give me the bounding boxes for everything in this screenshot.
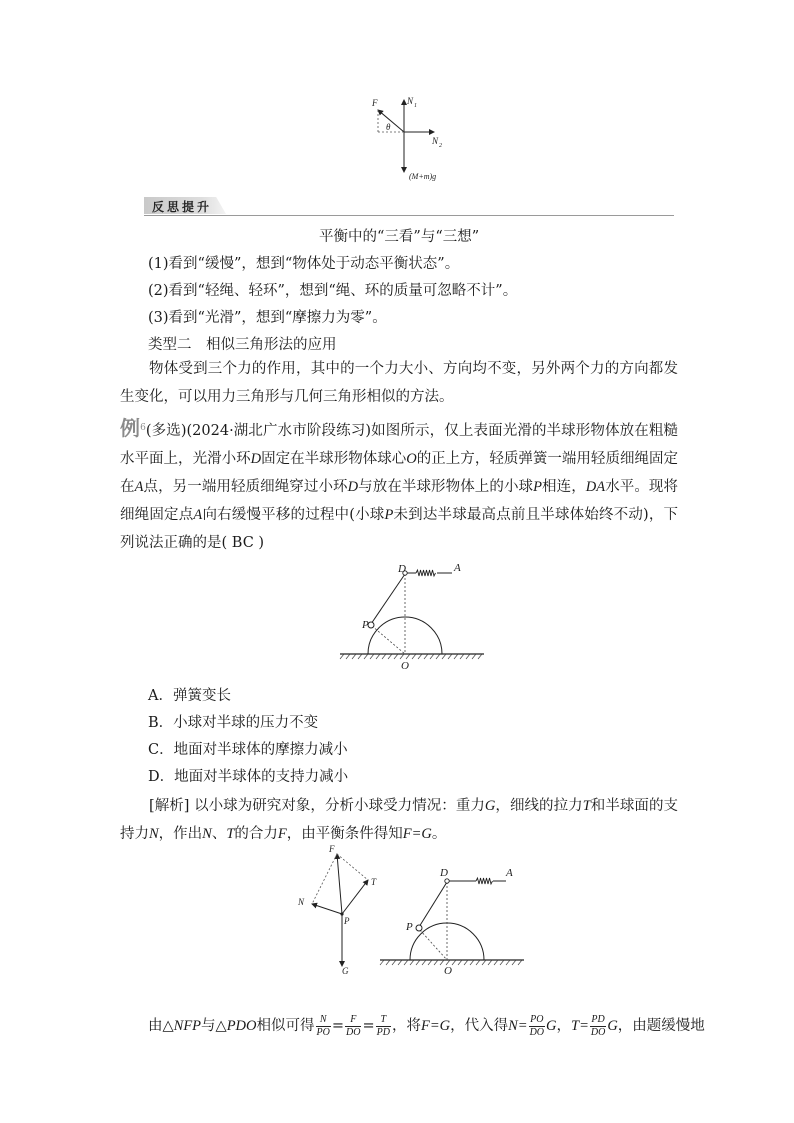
option-A: A．弹簧变长 xyxy=(148,688,231,704)
analysis-text: [解析] 以小球为研究对象，分析小球受力情况：重力G，细线的拉力T和半球面的支持力N，作出N、T的合力F，由平衡条件得知F=G。 xyxy=(120,798,679,842)
label-weight: (M+m)g xyxy=(409,172,437,181)
label-N1: N xyxy=(407,96,414,106)
label-P: P xyxy=(362,619,369,631)
reflection-item-2: (2)看到“轻绳、轻环”，想到“绳、环的质量可忽略不计”。 xyxy=(148,283,518,299)
label-F2: F xyxy=(329,844,335,854)
force-diagram-1 xyxy=(360,92,470,187)
similar-triangle-equation: 由△NFP与△PDO相似可得 $\frac{N}{PO}$ = $\frac{F}{DO}$ = $\frac{T}{PD}$ ，将F=G，代入得N= $\frac{PO}{DO}$ G，T= $\frac{PD}{DO}$ G，由题缓慢地 xyxy=(148,1013,705,1038)
option-D: D．地面对半球体的支持力减小 xyxy=(148,769,349,785)
example-6: 例$^6$(多选)(2024·湖北广水市阶段练习)如图所示，仅上表面光滑的半球形物体放在粗糙水平面上，光滑小环D固定在半球形物体球心O的正上方，轻质弹簧一端用轻质细绳固定在A点，另一端用轻质细绳穿过小环D与放在半球形物体上的小球P相连，DA水平。现将细绳固定点A向右缓慢平移的过程中(小球P未到达半球最高点前且半球体始终不动)，下列说法正确的是( BC ) xyxy=(120,416,679,551)
label-N2-sub: 2 xyxy=(439,143,442,149)
example-icon: 例 xyxy=(120,416,141,440)
example-number: 6 xyxy=(140,423,146,433)
analysis-tag: [解析] xyxy=(149,798,190,814)
label-O: O xyxy=(401,660,409,672)
force-triangle-diagram xyxy=(292,842,387,977)
reflection-banner xyxy=(144,197,674,216)
hemisphere-diagram-2 xyxy=(378,864,528,980)
option-B: B．小球对半球的压力不变 xyxy=(148,715,319,731)
label-D: D xyxy=(398,563,406,575)
type2-heading: 类型二 相似三角形法的应用 xyxy=(148,337,337,353)
label-D2: D xyxy=(440,867,448,879)
label-F: F xyxy=(372,98,378,108)
label-N1-sub: 1 xyxy=(414,103,417,109)
label-N: N xyxy=(298,897,305,907)
label-O2: O xyxy=(444,965,452,977)
banner-label: 反思提升 xyxy=(152,200,213,214)
label-A: A xyxy=(454,562,461,574)
label-P2: P xyxy=(344,916,350,926)
label-P3: P xyxy=(406,921,413,933)
option-C: C．地面对半球体的摩擦力减小 xyxy=(148,742,348,758)
label-A2: A xyxy=(506,867,513,879)
hemisphere-diagram-1 xyxy=(338,558,488,674)
reflection-item-1: (1)看到“缓慢”，想到“物体处于动态平衡状态”。 xyxy=(148,256,460,272)
example-answer: BC xyxy=(227,535,259,551)
label-theta: θ xyxy=(386,122,391,132)
reflection-title: 平衡中的“三看”与“三想” xyxy=(319,229,480,245)
label-G: G xyxy=(342,966,349,976)
label-T: T xyxy=(371,877,377,887)
label-N2: N xyxy=(432,136,439,146)
reflection-item-3: (3)看到“光滑”，想到“摩擦力为零”。 xyxy=(148,310,387,326)
type2-intro: 物体受到三个力的作用，其中的一个力大小、方向均不变，另外两个力的方向都发生变化，可以用力三角形与几何三角形相似的方法。 xyxy=(120,361,678,405)
